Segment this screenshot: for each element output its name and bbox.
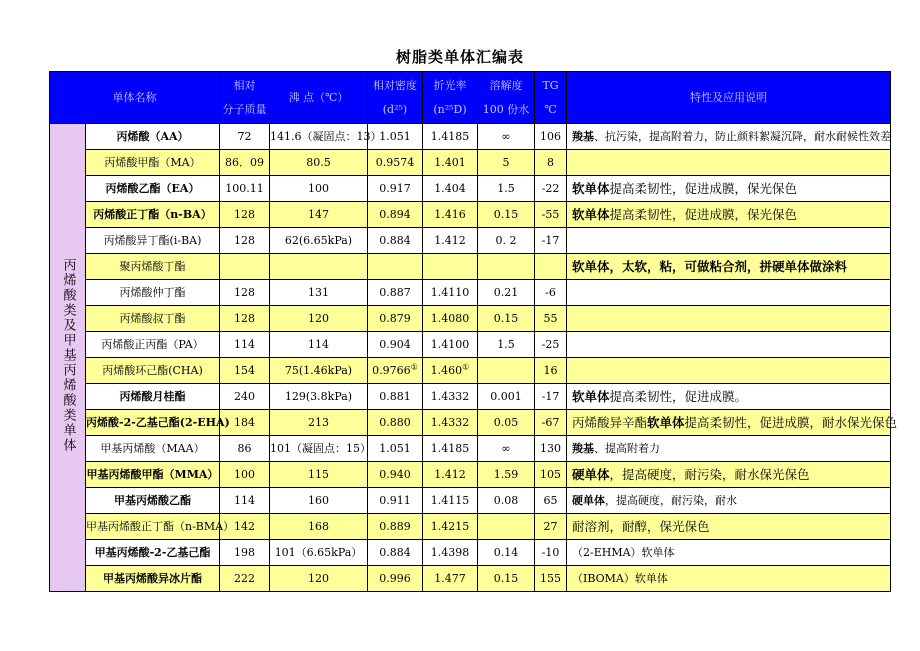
glass-transition-temp: -25 (535, 332, 567, 358)
molecular-weight: 128 (220, 306, 270, 332)
refractive-index: 1.404 (423, 176, 478, 202)
header-tg: TG ℃ (535, 72, 567, 124)
boiling-point: 101（凝固点：15） (270, 436, 368, 462)
properties: （IBOMA）软单体 (567, 566, 891, 592)
refractive-index: 1.4080 (423, 306, 478, 332)
molecular-weight: 154 (220, 358, 270, 384)
density (368, 254, 423, 280)
refractive-index: 1.4332 (423, 384, 478, 410)
properties: 硬单体，提高硬度，耐污染，耐水 (567, 488, 891, 514)
glass-transition-temp: 27 (535, 514, 567, 540)
molecular-weight: 128 (220, 202, 270, 228)
density: 0.9766① (368, 358, 423, 384)
monomer-name: 丙烯酸-2-乙基己酯(2-EHA) (86, 410, 220, 436)
solubility (478, 254, 535, 280)
refractive-index: 1.4215 (423, 514, 478, 540)
document-title: 树脂类单体汇编表 (395, 48, 524, 66)
properties: （2-EHMA）软单体 (567, 540, 891, 566)
monomer-name: 聚丙烯酸丁酯 (86, 254, 220, 280)
monomer-table (49, 71, 898, 592)
density: 0.879 (368, 306, 423, 332)
density: 0.881 (368, 384, 423, 410)
refractive-index (423, 254, 478, 280)
table-row (50, 566, 891, 592)
density: 0.904 (368, 332, 423, 358)
table-row (50, 358, 891, 384)
header-mw: 相对 分子质量 (220, 72, 270, 124)
solubility: 1.59 (478, 462, 535, 488)
boiling-point: 75(1.46kPa) (270, 358, 368, 384)
density: 0.894 (368, 202, 423, 228)
table-row (50, 228, 891, 254)
refractive-index: 1.401 (423, 150, 478, 176)
molecular-weight: 86 (220, 436, 270, 462)
table-row (50, 202, 891, 228)
glass-transition-temp: -67 (535, 410, 567, 436)
glass-transition-temp: 8 (535, 150, 567, 176)
solubility: 0.14 (478, 540, 535, 566)
glass-transition-temp: 16 (535, 358, 567, 384)
glass-transition-temp: 155 (535, 566, 567, 592)
properties: 丙烯酸异辛酯软单体提高柔韧性，促进成膜，耐水保光保色 (567, 410, 891, 436)
table-row (50, 254, 891, 280)
solubility: 0.05 (478, 410, 535, 436)
solubility: 0.21 (478, 280, 535, 306)
boiling-point: 120 (270, 306, 368, 332)
refractive-index: 1.4110 (423, 280, 478, 306)
refractive-index: 1.4185 (423, 124, 478, 150)
properties (567, 358, 891, 384)
boiling-point: 120 (270, 566, 368, 592)
solubility: 0.08 (478, 488, 535, 514)
density: 1.051 (368, 124, 423, 150)
boiling-point: 62(6.65kPa) (270, 228, 368, 254)
header-density: 相对密度 (d²⁵) (368, 72, 423, 124)
table-row (50, 176, 891, 202)
molecular-weight (220, 254, 270, 280)
properties (567, 150, 891, 176)
monomer-name: 丙烯酸环己酯(CHA) (86, 358, 220, 384)
boiling-point: 131 (270, 280, 368, 306)
solubility: ∞ (478, 124, 535, 150)
glass-transition-temp: -6 (535, 280, 567, 306)
monomer-name: 丙烯酸乙酯（EA） (86, 176, 220, 202)
density: 1.051 (368, 436, 423, 462)
boiling-point: 141.6（凝固点：13） (270, 124, 368, 150)
table-row (50, 332, 891, 358)
monomer-name: 甲基丙烯酸异冰片酯 (86, 566, 220, 592)
solubility: 0.001 (478, 384, 535, 410)
glass-transition-temp: 106 (535, 124, 567, 150)
properties: 耐溶剂，耐醇，保光保色 (567, 514, 891, 540)
boiling-point: 115 (270, 462, 368, 488)
properties: 软单体提高柔韧性，促进成膜。 (567, 384, 891, 410)
density: 0.996 (368, 566, 423, 592)
header-ri: 折光率 (n²⁵D) (423, 72, 478, 124)
header-bp: 沸 点（℃） (270, 72, 368, 124)
glass-transition-temp: 130 (535, 436, 567, 462)
refractive-index: 1.460① (423, 358, 478, 384)
refractive-index: 1.412 (423, 462, 478, 488)
properties (567, 228, 891, 254)
properties: 软单体提高柔韧性，促进成膜，保光保色 (567, 202, 891, 228)
solubility: 0.15 (478, 306, 535, 332)
monomer-name: 甲基丙烯酸（MAA） (86, 436, 220, 462)
refractive-index: 1.4100 (423, 332, 478, 358)
molecular-weight: 72 (220, 124, 270, 150)
density: 0.911 (368, 488, 423, 514)
molecular-weight: 184 (220, 410, 270, 436)
density: 0.880 (368, 410, 423, 436)
category-label: 丙烯酸类及甲基丙烯酸类单体 (60, 258, 76, 453)
monomer-name: 甲基丙烯酸乙酯 (86, 488, 220, 514)
glass-transition-temp: -17 (535, 228, 567, 254)
refractive-index: 1.4115 (423, 488, 478, 514)
density: 0.9574 (368, 150, 423, 176)
density: 0.940 (368, 462, 423, 488)
properties: 软单体，太软，粘，可做粘合剂，拼硬单体做涂料 (567, 254, 891, 280)
molecular-weight: 114 (220, 488, 270, 514)
monomer-name: 丙烯酸甲酯（MA） (86, 150, 220, 176)
table-row (50, 462, 891, 488)
category-cell (50, 124, 86, 592)
boiling-point (270, 254, 368, 280)
properties (567, 332, 891, 358)
density: 0.917 (368, 176, 423, 202)
glass-transition-temp: -55 (535, 202, 567, 228)
density: 0.887 (368, 280, 423, 306)
properties (567, 280, 891, 306)
table-row (50, 436, 891, 462)
header-properties: 特性及应用说明 (567, 72, 891, 124)
boiling-point: 80.5 (270, 150, 368, 176)
refractive-index: 1.477 (423, 566, 478, 592)
header-solubility: 溶解度 100 份水 (478, 72, 535, 124)
molecular-weight: 100.11 (220, 176, 270, 202)
boiling-point: 213 (270, 410, 368, 436)
molecular-weight: 240 (220, 384, 270, 410)
refractive-index: 1.412 (423, 228, 478, 254)
glass-transition-temp: -22 (535, 176, 567, 202)
molecular-weight: 198 (220, 540, 270, 566)
solubility: 0. 2 (478, 228, 535, 254)
molecular-weight: 86．09 (220, 150, 270, 176)
solubility: 0.15 (478, 202, 535, 228)
boiling-point: 101（6.65kPa） (270, 540, 368, 566)
monomer-name: 丙烯酸叔丁酯 (86, 306, 220, 332)
solubility: ∞ (478, 436, 535, 462)
monomer-name: 丙烯酸（AA） (86, 124, 220, 150)
glass-transition-temp: 55 (535, 306, 567, 332)
glass-transition-temp: 105 (535, 462, 567, 488)
monomer-name: 丙烯酸月桂酯 (86, 384, 220, 410)
refractive-index: 1.4398 (423, 540, 478, 566)
glass-transition-temp: -17 (535, 384, 567, 410)
properties: 软单体提高柔韧性，促进成膜，保光保色 (567, 176, 891, 202)
properties: 硬单体，提高硬度，耐污染，耐水保光保色 (567, 462, 891, 488)
table-row (50, 306, 891, 332)
table-row (50, 150, 891, 176)
solubility: 1.5 (478, 176, 535, 202)
header-name: 单体名称 (50, 72, 220, 124)
monomer-name: 甲基丙烯酸-2-乙基己酯 (86, 540, 220, 566)
monomer-name: 甲基丙烯酸甲酯（MMA） (86, 462, 220, 488)
density: 0.884 (368, 540, 423, 566)
monomer-name: 丙烯酸仲丁酯 (86, 280, 220, 306)
refractive-index: 1.4332 (423, 410, 478, 436)
refractive-index: 1.416 (423, 202, 478, 228)
boiling-point: 160 (270, 488, 368, 514)
molecular-weight: 114 (220, 332, 270, 358)
density: 0.884 (368, 228, 423, 254)
molecular-weight: 128 (220, 280, 270, 306)
density: 0.889 (368, 514, 423, 540)
glass-transition-temp: 65 (535, 488, 567, 514)
solubility (478, 358, 535, 384)
molecular-weight: 100 (220, 462, 270, 488)
boiling-point: 114 (270, 332, 368, 358)
table-row (50, 384, 891, 410)
molecular-weight: 128 (220, 228, 270, 254)
monomer-name: 丙烯酸正丙酯（PA） (86, 332, 220, 358)
solubility: 1.5 (478, 332, 535, 358)
monomer-name: 甲基丙烯酸正丁酯（n-BMA） (86, 514, 220, 540)
monomer-name: 丙烯酸正丁酯（n-BA） (86, 202, 220, 228)
glass-transition-temp (535, 254, 567, 280)
properties: 羧基、抗污染，提高附着力，防止颜料絮凝沉降，耐水耐候性效差 (567, 124, 891, 150)
monomer-name: 丙烯酸异丁酯(i-BA) (86, 228, 220, 254)
molecular-weight: 222 (220, 566, 270, 592)
refractive-index: 1.4185 (423, 436, 478, 462)
table-row (50, 514, 891, 540)
boiling-point: 168 (270, 514, 368, 540)
molecular-weight: 142 (220, 514, 270, 540)
solubility (478, 514, 535, 540)
boiling-point: 147 (270, 202, 368, 228)
solubility: 5 (478, 150, 535, 176)
header-row (50, 72, 891, 124)
properties: 羧基、提高附着力 (567, 436, 891, 462)
boiling-point: 100 (270, 176, 368, 202)
glass-transition-temp: -10 (535, 540, 567, 566)
table-row (50, 540, 891, 566)
table-row (50, 124, 891, 150)
properties (567, 306, 891, 332)
solubility: 0.15 (478, 566, 535, 592)
table-row (50, 280, 891, 306)
table-row (50, 488, 891, 514)
boiling-point: 129(3.8kPa) (270, 384, 368, 410)
table-row (50, 410, 891, 436)
